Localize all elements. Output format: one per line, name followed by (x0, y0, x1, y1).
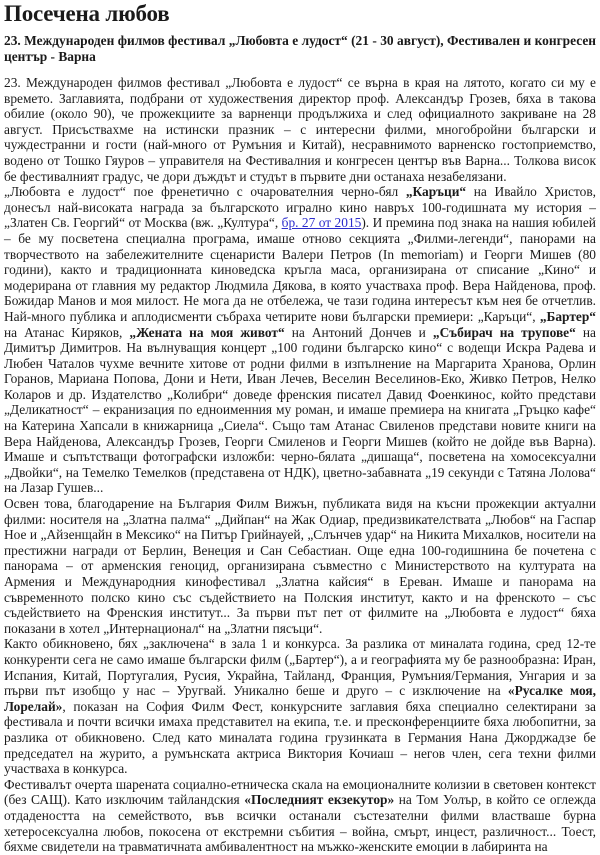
paragraph-text: ). И премина под знака на нашия юбилей – бе му посветена специална програма, имаше отново секцията „Филми-легенди“, панорами на творчеството на забележителните сценаристи Валери Петров (In memoriam) и Георги Мишев (80 години), както и традиционната киноведска кръгла маса, организирана от списание „Кино“ и модерирана от главния му редактор Людмила Дякова, в която участваха проф. Вера Найденова, проф. Божидар Манов и моя милост. Не мога да не отбележа, че тази година интересът към нея бе отчетлив. Най-много публика и аплодисменти събраха четирите нови български премиери: „Каръци“, (4, 215, 596, 324)
paragraph-text: Както обикновено, бях „заключена“ в зала 1 и конкурса. За разлика от миналата година, сред 12-те конкуренти сега не само имаше български филм („Бартер“), а и географията му бе разнообразна: Иран, Испания, Китай, Португалия, Русия, Украйна, Тайланд, Франция, Румъния/Германия, Унгария и за първи път изобщо у нас – Уругвай. Уникално беше и друго – с изключение на (4, 636, 596, 699)
film-title: «Русалке моя, Лорелай» (4, 683, 596, 714)
reference-link[interactable]: бр. 27 от 2015 (281, 215, 362, 231)
film-title: „Жената на моя живот“ (129, 324, 285, 340)
paragraph-text: , показан на София Филм Фест, конкурсните заглавия бяха специално селектирани за фестивала и почти всички имаха представител на екипа, т.е. и пресконференциите бяха любопитни, за разлика от обикновено. След като миналата година грузинката в Германия Нана Джорджадзе бе председател на журито, а румънската актриса Виктория Кочиаш – негов член, сега техни филми участваха в конкурса. (4, 698, 596, 777)
paragraph-text: на Ивайло Христов, донесъл най-високата награда за българското игрално кино навръх 100-годишната му история – „Златен Св. Георгий“ от Москва (вж. „Култура“, (4, 184, 596, 231)
article-paragraph (4, 184, 596, 496)
film-title: „Бартер“ (539, 308, 596, 324)
article-body (4, 75, 596, 855)
film-title: «Последният екзекутор» (244, 792, 395, 808)
film-title: „Каръци“ (405, 184, 467, 200)
paragraph-text: на Том Уолър, в който се оглежда отдадеността на семейството, във всички останали състезателни филми властваше бурна хетеросексуална любов, покосена от екстремни събития – война, смърт, инцест, различност... Тоест, бяхме свидетели на травматичната амбивалентност на мъжко-женските емоции в лабиринта на (4, 792, 596, 855)
paragraph-text: на Димитър Димитров. На вълнуващия концерт „100 години българско кино“ с водещи Искра Радева и Любен Чаталов чухме вечните хитове от родни филми в изпълнение на Маргарита Хранова, Орлин Горанов, Мариана Попова, Дони и Нети, Иван Лечев, Веселин Веселинов-Еко, Живко Петров, Нелко Коларов и др. Издателство „Колибри“ доведе френския писател Давид Фоенкинос, който представи „Деликатност“ – екранизация по едноименния му роман, и имаше премиера на книгата „Гръцко кафе“ на Катерина Хапсали в книжарница „Сиела“. Също там Атанас Свиленов представи новите книги на Вера Найденова, Александър Грозев, Георги Смиленов и Георги Мишев (който не дойде във Варна). Имаше и съпътстващи фотографски изложби: черно-бялата „дишаща“, посветена на хомосексуални „Двойки“, на Темелко Темелков (представена от НДК), цветно-забавната „19 секунди с Татяна Лолова“ на Лазар Гушев... (4, 324, 596, 496)
paragraph-text: на Антоний Дончев и (284, 324, 433, 340)
article-paragraph (4, 636, 596, 776)
article-subtitle: 23. Международен филмов фестивал „Любовта е лудост“ (21 - 30 август), Фестивален и конгресен център - Варна (4, 33, 596, 64)
article-paragraph (4, 777, 596, 855)
paragraph-text: на Атанас Киряков, (4, 324, 130, 340)
film-title: „Събирач на трупове“ (432, 324, 576, 340)
paragraph-text: Освен това, благодарение на България Филм Вижън, публиката видя на късни прожекции актуални филми: носителя на „Златна палма“ „Дийпан“ на Жак Одиар, предизвикателствата „Любов“ на Гаспар Ное и „Айзенщайн в Мексико“ на Питър Грийнауей, „Слънчев удар“ на Никита Михалков, носители на престижни награди от Берлин, Венеция и Сан Себастиан. Още една 100-годишнина бе почетена с панорама – от арменския геноцид, организирана съвместно с Министерството на културата на Армения и Международния кинофестивал „Златна кайсия“ в Ереван. Имаше и панорама на съвременното полско кино със съдействието на Полския институт, както и на френското – със съдействието на Френския институт... За първи път пет от филмите на „Любовта е лудост“ бяха показани в хотел „Интернационал“ на „Златни пясъци“. (4, 496, 596, 636)
paragraph-text: Фестивалът очерта шарената социално-етническа скала на емоционалните колизии в световен контекст (без САЩ). Като изключим тайландския (4, 776, 596, 808)
article-paragraph (4, 75, 596, 184)
article-title: Посечена любов (4, 1, 170, 26)
article-paragraph (4, 496, 596, 636)
paragraph-text: „Любовта е лудост“ пое френетично с очарователния черно-бял (4, 184, 406, 200)
paragraph-text: 23. Международен филмов фестивал „Любовта е лудост“ се върна в края на лятото, когато си му е времето. Заглавията, подбрани от художествения директор проф. Александър Грозев, бяха в такова обилие (около 90), че прожекциите за варненци продължиха и след официалното закриване на 28 август. Присъствахме на истински празник – с интересни филми, многобройни български и чуждестранни и гости (най-много от Румъния и Китай), несравнимото варненско гостоприемство, водено от Тошко Гяуров – управителя на Фестивалния и конгресен център във Варна... Толкова висок бе фестивалният градус, че дори дъждът и студът в първите дни останаха незабелязани. (4, 75, 596, 184)
